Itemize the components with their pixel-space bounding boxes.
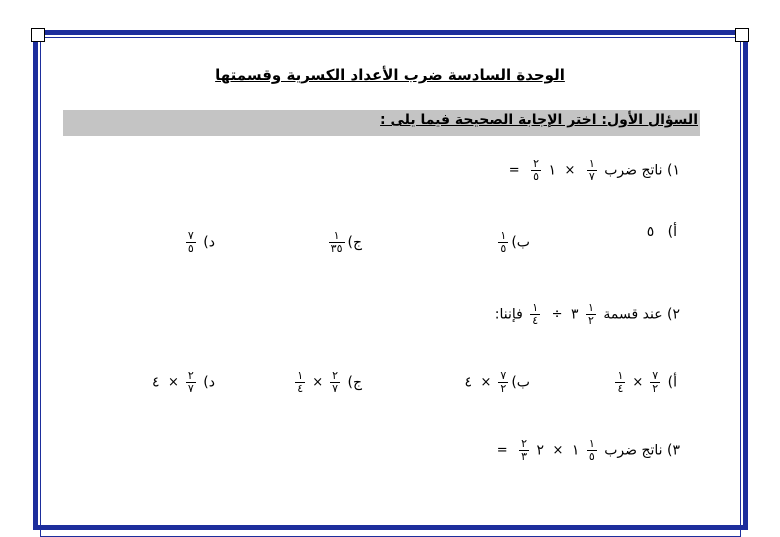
question-2-suffix: فإننا:: [494, 306, 523, 323]
multiply-sign: ×: [564, 163, 576, 178]
whole-number: ٣: [571, 306, 579, 323]
q2-option-d[interactable]: د) $\frac{٢}{٧}$ × ٤: [152, 369, 215, 395]
fraction: $\frac{١}{٥}$: [588, 437, 595, 463]
q2-option-b[interactable]: ب) $\frac{٧}{٢}$ × ٤: [464, 369, 530, 395]
fraction: $\frac{٢}{٥}$: [533, 157, 540, 183]
q1-option-c[interactable]: ج) $\frac{١}{٣٥}$: [330, 229, 362, 255]
section-heading: السؤال الأول: اختر الإجابة الصحيحة فيما يلى :: [380, 112, 698, 128]
question-1: [505, 158, 680, 183]
divide-sign: ÷: [551, 307, 563, 322]
whole-number: ١: [571, 442, 580, 459]
equals-sign: =: [496, 443, 508, 458]
multiply-sign: ×: [552, 443, 564, 458]
q2-option-a[interactable]: أ) $\frac{٧}{٢}$ × $\frac{١}{٤}$: [617, 369, 677, 395]
q2-option-c[interactable]: ج) $\frac{٢}{٧}$ × $\frac{١}{٤}$: [297, 369, 362, 395]
unit-title: الوحدة السادسة ضرب الأعداد الكسرية وقسمتها: [215, 66, 565, 84]
fraction: $\frac{٢}{٣}$: [521, 437, 528, 463]
border-corner-ornament: [735, 28, 749, 42]
q1-option-a[interactable]: أ) ٥: [646, 224, 677, 240]
whole-number: ٢: [536, 442, 545, 459]
border-corner-ornament: [31, 28, 45, 42]
fraction: $\frac{١}{٤}$: [532, 301, 539, 327]
fraction: $\frac{١}{٧}$: [588, 157, 595, 183]
equals-sign: =: [508, 163, 520, 178]
question-2-prefix: ٢) عند قسمة: [603, 306, 680, 323]
question-3: [493, 438, 680, 463]
question-1-prefix: ١) ناتج ضرب: [604, 162, 680, 179]
whole-number: ١: [548, 162, 557, 179]
question-3-prefix: ٣) ناتج ضرب: [604, 442, 680, 459]
q1-option-d[interactable]: د) $\frac{٧}{٥}$: [187, 229, 215, 255]
question-2: [495, 302, 680, 327]
q1-option-b[interactable]: ب) $\frac{١}{٥}$: [500, 229, 530, 255]
fraction: $\frac{١}{٢}$: [588, 301, 594, 327]
